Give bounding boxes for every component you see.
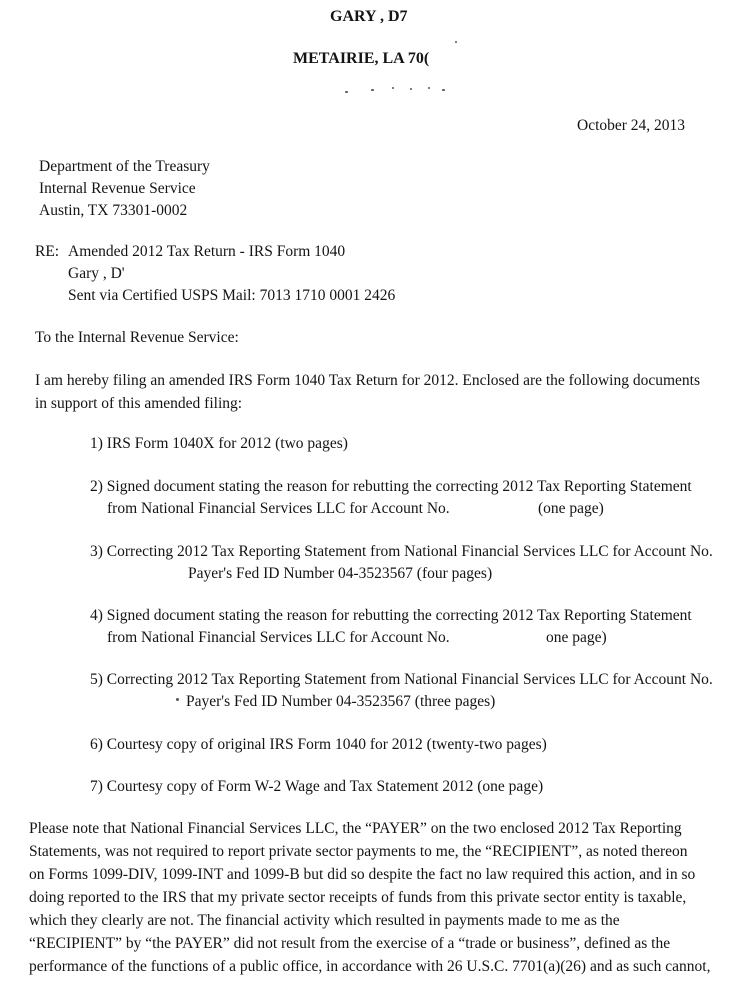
- item-text: from National Financial Services LLC for Account No.: [107, 500, 450, 517]
- item-text: (one page): [538, 500, 604, 517]
- item-text: Correcting 2012 Tax Reporting Statement from National Financial Services LLC for Account No.: [106, 543, 713, 560]
- salutation: To the Internal Revenue Service:: [35, 329, 239, 346]
- list-item: [90, 778, 543, 796]
- item-number: 7): [90, 778, 103, 795]
- item-text: Courtesy copy of original IRS Form 1040 for 2012 (twenty-two pages): [106, 736, 547, 753]
- paragraph-line: which they clearly are not. The financial activity which resulted in payments made to me as the: [29, 912, 620, 929]
- item-number: 3): [90, 543, 103, 560]
- address-line: Internal Revenue Service: [39, 180, 196, 197]
- list-item: [90, 478, 692, 496]
- scan-smudge: [410, 88, 412, 90]
- paragraph-line: Please note that National Financial Services LLC, the “PAYER” on the two enclosed 2012 Tax Reporting: [29, 820, 682, 837]
- address-line: Austin, TX 73301-0002: [39, 202, 188, 219]
- item-number: 6): [90, 736, 103, 753]
- item-number: 1): [90, 435, 103, 452]
- paragraph-line: Statements, was not required to report private sector payments to me, the “RECIPIENT”, as noted thereon: [29, 843, 688, 860]
- item-number: 2): [90, 478, 103, 495]
- item-text: from National Financial Services LLC for Account No.: [107, 629, 450, 646]
- scan-smudge: [455, 41, 457, 43]
- re-subject: Amended 2012 Tax Return - IRS Form 1040: [68, 243, 346, 260]
- scan-smudge: [442, 89, 445, 91]
- item-text: Courtesy copy of Form W-2 Wage and Tax Statement 2012 (one page): [106, 778, 544, 795]
- item-text: one page): [546, 629, 607, 646]
- item-text: Payer's Fed ID Number 04-3523567 (four pages): [188, 565, 493, 582]
- paragraph-line: on Forms 1099-DIV, 1099-INT and 1099-B but did so despite the fact no law required this action, and in so: [29, 866, 696, 883]
- item-number: 4): [90, 607, 103, 624]
- paragraph-line: doing reported to the IRS that my private sector receipts of funds from this private sector entity is taxable,: [29, 889, 687, 906]
- re-name: Gary , D': [68, 265, 125, 282]
- item-number: 5): [90, 671, 103, 688]
- item-text: IRS Form 1040X for 2012 (two pages): [106, 435, 348, 452]
- address-line: Department of the Treasury: [39, 158, 210, 175]
- letter-date: October 24, 2013: [577, 117, 686, 134]
- item-text: Correcting 2012 Tax Reporting Statement from National Financial Services LLC for Account No.: [106, 671, 713, 688]
- paragraph-line: “RECIPIENT” by “the PAYER” did not result from the exercise of a “trade or business”, defined as the: [29, 935, 671, 952]
- re-mail: Sent via Certified USPS Mail: 7013 1710 0001 2426: [68, 287, 396, 304]
- item-text: Signed document stating the reason for rebutting the correcting 2012 Tax Reporting Statement: [106, 607, 692, 624]
- item-text: Payer's Fed ID Number 04-3523567 (three pages): [186, 693, 496, 710]
- list-item: [90, 671, 713, 689]
- scan-smudge: [428, 87, 430, 89]
- scan-smudge: [371, 89, 374, 91]
- scan-smudge: [392, 87, 394, 89]
- re-label: RE:: [35, 243, 60, 260]
- intro-line: I am hereby filing an amended IRS Form 1040 Tax Return for 2012. Enclosed are the following documents: [35, 372, 700, 389]
- intro-line: in support of this amended filing:: [35, 395, 243, 412]
- item-text: Signed document stating the reason for rebutting the correcting 2012 Tax Reporting Statement: [106, 478, 692, 495]
- paragraph-line: performance of the functions of a public office, in accordance with 26 U.S.C. 7701(a)(26) and as such cannot,: [29, 958, 711, 975]
- list-item: [90, 543, 713, 561]
- list-item: [90, 607, 692, 625]
- list-item: [90, 736, 547, 754]
- scan-smudge: [176, 698, 179, 701]
- sender-city: METAIRIE, LA 70(: [293, 50, 430, 67]
- scan-smudge: [345, 91, 348, 93]
- list-item: [90, 435, 348, 453]
- sender-name: GARY , D7: [330, 8, 408, 25]
